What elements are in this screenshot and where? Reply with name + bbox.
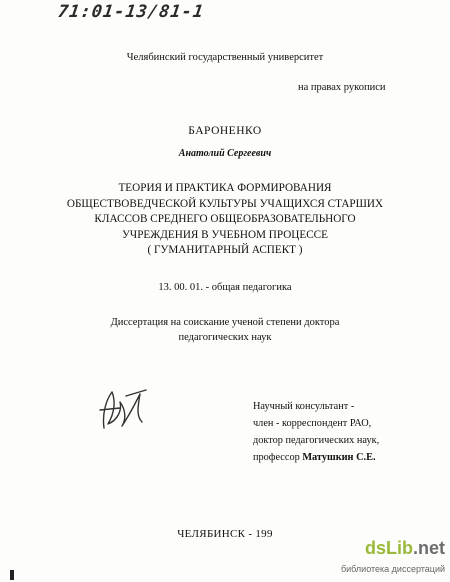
consultant-role: Научный консультант -: [253, 401, 355, 412]
consultant-name-line: [253, 449, 379, 466]
dslib-watermark: [330, 538, 445, 580]
title-line: ТЕОРИЯ И ПРАКТИКА ФОРМИРОВАНИЯ: [118, 182, 332, 194]
title-line: КЛАССОВ СРЕДНЕГО ОБЩЕОБРАЗОВАТЕЛЬНОГО: [94, 213, 356, 226]
dslib-logo: dsLib.net: [364, 538, 445, 558]
title-line: УЧРЕЖДЕНИЯ В УЧЕБНОМ ПРОЦЕССЕ: [122, 228, 328, 241]
dissertation-title: [0, 181, 450, 259]
scientific-consultant-block: [253, 398, 379, 466]
handwritten-signature: [96, 380, 158, 436]
degree-line: Диссертация на соискание ученой степени доктора: [110, 317, 340, 328]
author-surname: БАРОНЕНКО: [188, 125, 262, 137]
degree-line: педагогических наук: [178, 332, 272, 343]
handwritten-catalog-number: 71:01-13/81-1: [56, 2, 206, 22]
title-line: ОБЩЕСТВОВЕДЧЕСКОЙ КУЛЬТУРЫ УЧАЩИХСЯ СТАРШИХ: [66, 197, 384, 210]
consultant-title-1: член - корреспондент РАО,: [253, 418, 372, 429]
consultant-title-2: доктор педагогических наук,: [253, 435, 380, 446]
city-and-year: ЧЕЛЯБИНСК - 199: [177, 528, 273, 540]
manuscript-rights-note: на правах рукописи: [298, 82, 386, 93]
dslib-subtitle: библиотека диссертаций: [340, 564, 445, 574]
degree-statement: [0, 315, 450, 345]
scan-mark: [10, 570, 14, 580]
title-line: ( ГУМАНИТАРНЫЙ АСПЕКТ ): [147, 244, 303, 257]
author-name: Анатолий Сергеевич: [178, 148, 272, 159]
consultant-rank: профессор: [253, 452, 303, 463]
university-name: Челябинский государственный университет: [126, 52, 324, 63]
consultant-name: Матушкин С.Е.: [302, 452, 376, 463]
specialty-code: 13. 00. 01. - общая педагогика: [158, 282, 292, 293]
